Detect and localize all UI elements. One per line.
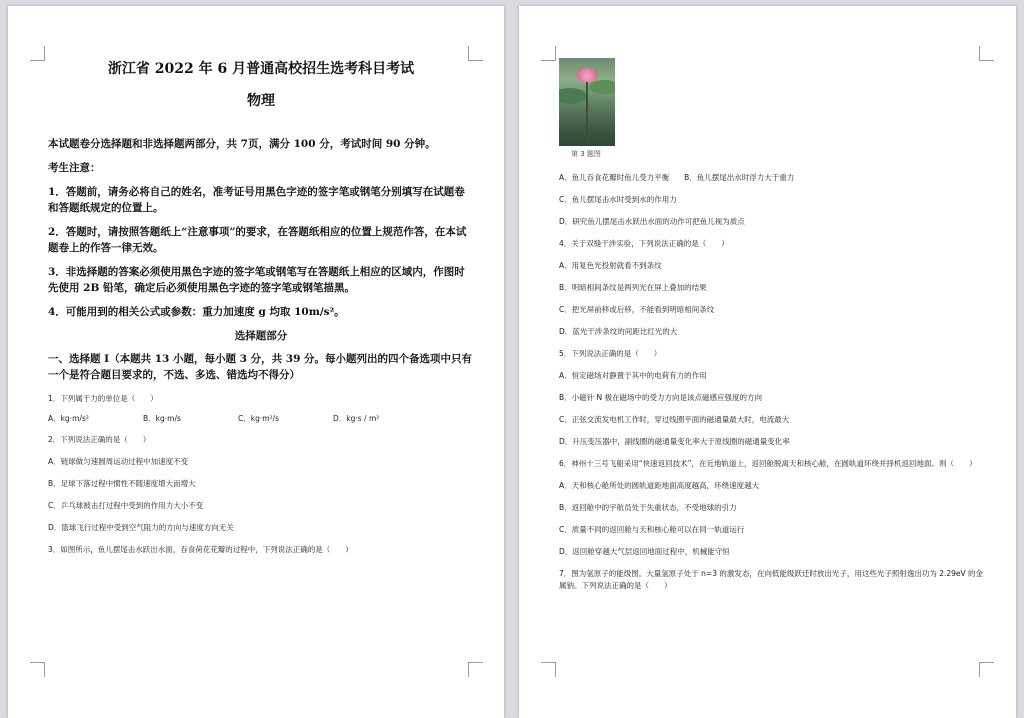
option: A．鱼儿吞食花瓣时鱼儿受力平衡 B．鱼儿摆尾出水时浮力大于重力 [559,173,795,182]
option: D．篮球飞行过程中受到空气阻力的方向与速度方向无关 [48,523,234,532]
option: D．返回舱穿越大气层返回地面过程中，机械能守恒 [559,547,730,556]
question-5-stem: 5．下列说法正确的是（ ） [559,349,662,358]
question-4-stem: 4．关于双缝干涉实验，下列说法正确的是（ ） [559,239,729,248]
note-item: 2．答题时，请按照答题纸上“注意事项”的要求，在答题纸相应的位置上规范作答，在本试题卷上的作答一律无效。 [48,226,467,254]
option: A．天和核心舱所处的圆轨道距地面高度越高，环绕速度越大 [559,481,760,490]
margin-corner-mark [979,662,994,677]
option: D．研究鱼儿摆尾击水跃出水面的动作可把鱼儿视为质点 [559,217,745,226]
exam-intro: 本试题卷分选择题和非选择题两部分，共 7页，满分 100 分，考试时间 90 分钟。 [48,138,436,150]
note-item: 3．非选择题的答案必须使用黑色字迹的签字笔或钢笔写在答题纸上相应的区域内，作图时先使用 2B 铅笔，确定后必须使用黑色字迹的签字笔或钢笔描黑。 [48,266,465,294]
margin-corner-mark [541,662,556,677]
option: B．kg·m/s [143,414,181,423]
part-heading: 一、选择题 I（本题共 13 小题，每小题 3 分，共 39 分。每小题列出的四个备选项中只有一个是符合题目要求的，不选、多选、错选均不得分） [48,353,473,381]
option: B．小磁针 N 极在磁场中的受力方向是该点磁感应强度的方向 [559,393,763,402]
option: B．足球下落过程中惯性不随速度增大而增大 [48,479,196,488]
margin-corner-mark [30,662,45,677]
option: B．明暗相间条纹是两列光在屏上叠加的结果 [559,283,707,292]
option: D．kg·s / m² [333,414,380,423]
section-heading: 选择题部分 [234,330,288,342]
page-2-content [559,172,986,592]
option: C．质量不同的返回舱与天和核心舱可以在同一轨道运行 [559,525,745,534]
option: D．升压变压器中，副线圈的磁通量变化率大于原线圈的磁通量变化率 [559,437,790,446]
document-page-1 [8,6,504,718]
exam-title: 浙江省 2022 年 6 月普通高校招生选考科目考试 [107,61,415,77]
note-item: 4．可能用到的相关公式或参数：重力加速度 g 均取 10m/s²。 [48,306,345,318]
option: A．恒定磁场对静置于其中的电荷有力的作用 [559,371,707,380]
option: A．链球做匀速圆周运动过程中加速度不变 [48,457,189,466]
margin-corner-mark [30,46,45,61]
lotus-flower-icon [577,68,597,82]
option: A．kg·m/s² [48,414,89,423]
option: D．蓝光干涉条纹的间距比红光的大 [559,327,678,336]
note-item: 1．答题前，请务必将自己的姓名，准考证号用黑色字迹的签字笔或钢笔分别填写在试题卷和答题纸规定的位置上。 [48,186,465,214]
question-1-options [48,413,474,424]
option: C．鱼儿摆尾击水时受到水的作用力 [559,195,677,204]
notes-heading: 考生注意： [48,162,101,174]
option: C．乒乓球被击打过程中受到的作用力大小不变 [48,501,204,510]
option: C．把光屏前移或后移，不能看到明暗相间条纹 [559,305,715,314]
question-2-stem: 2．下列说法正确的是（ ） [48,435,151,444]
question-1-stem: 1．下列属于力的单位是（ ） [48,394,158,403]
option: A．用复色光投射就看不到条纹 [559,261,662,270]
figure-caption: 第 3 题图 [571,150,601,158]
page-1-content [48,58,474,556]
option: C．正弦交流发电机工作时，穿过线圈平面的磁通量最大时，电流最大 [559,415,790,424]
margin-corner-mark [468,662,483,677]
margin-corner-mark [979,46,994,61]
margin-corner-mark [541,46,556,61]
question-3-stem: 3．如图所示，鱼儿摆尾击水跃出水面，吞食荷花花瓣的过程中，下列说法正确的是（ ） [48,545,353,554]
option: C．kg·m²/s [238,414,279,423]
question-7-stem: 7．图为氢原子的能级图。大量氢原子处于 n=3 的激发态，在向低能级跃迁时放出光子，用这些光子照射逸出功为 2.29eV 的金属钠。下列说法正确的是（ ） [559,569,984,590]
document-page-2 [519,6,1016,718]
fish-lotus-photo [559,58,615,146]
exam-subject: 物理 [247,93,275,109]
question-6-stem: 6．神州十三号飞船采用“快速返回技术”，在近地轨道上，返回舱脱离天和核心舱，在圆轨道环绕并择机返回地面。则（ ） [559,459,977,468]
option: B．返回舱中的宇航员处于失重状态，不受地球的引力 [559,503,737,512]
